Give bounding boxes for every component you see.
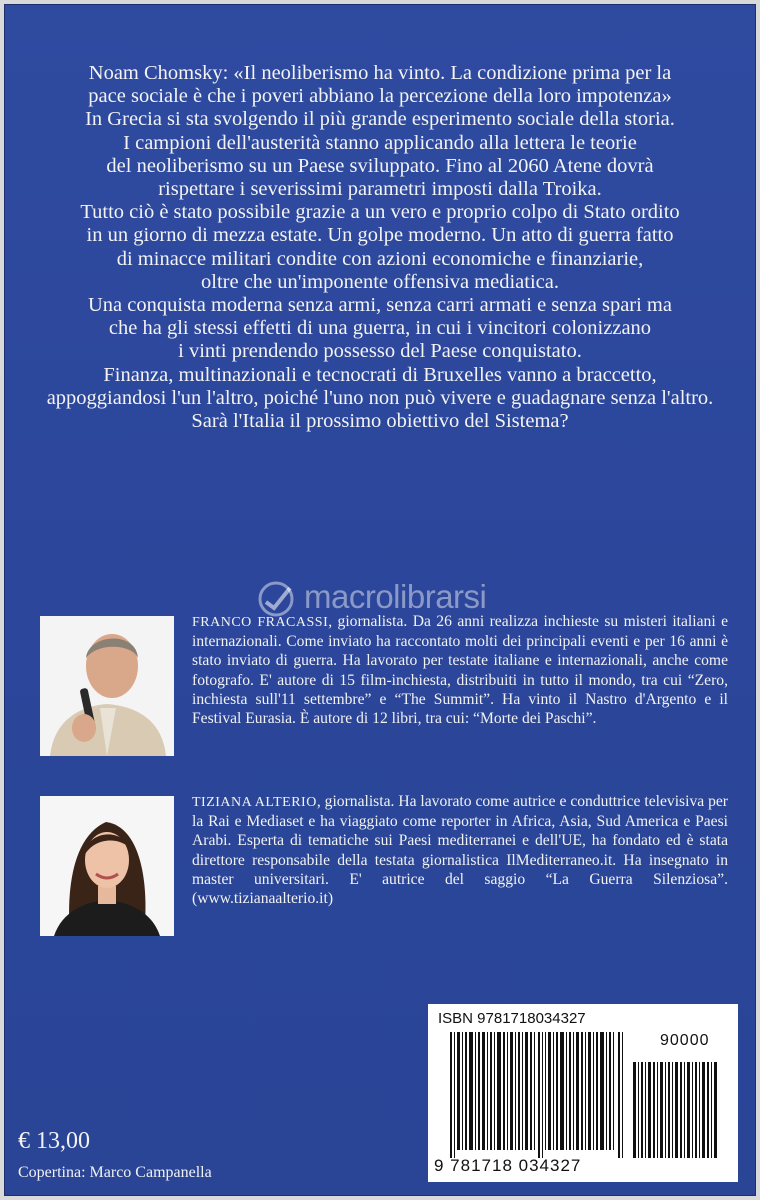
blurb-line: Noam Chomsky: «Il neoliberismo ha vinto. La condizione prima per la [88, 62, 672, 84]
blurb-line: Sarà l'Italia il prossimo obiettivo del Sistema? [191, 410, 569, 433]
author-portrait-icon [40, 616, 174, 756]
watermark-text: macrolibrarsi [304, 578, 487, 615]
blurb-line: che ha gli stessi effetti di una guerra, in cui i vincitori colonizzano [108, 317, 652, 340]
isbn-label: ISBN 9781718034327 [438, 1010, 586, 1027]
back-cover [4, 4, 756, 1196]
author-photo [40, 796, 174, 936]
blurb-line: Tutto ciò è stato possibile grazie a un vero e proprio colpo di Stato ordito [80, 201, 680, 224]
blurb-line: di minacce militari condite con azioni economiche e finanziarie, [116, 247, 644, 270]
author-name: TIZIANA ALTERIO [192, 795, 317, 810]
blurb-line: oltre che un'imponente offensiva mediatica. [201, 270, 559, 293]
blurb-line: rispettare i severissimi parametri imposti dalla Troika. [158, 178, 602, 201]
blurb-line: Una conquista moderna senza armi, senza carri armati e senza spari ma [88, 294, 672, 317]
author-bio [192, 612, 728, 728]
cover-credit: Copertina: Marco Campanella [18, 1164, 212, 1181]
blurb-line: del neoliberismo su un Paese sviluppato. Fino al 2060 Atene dovrà [106, 154, 654, 177]
blurb-line: appoggiandosi l'un l'altro, poiché l'uno non può vivere e guadagnare senza l'altro. [46, 386, 714, 409]
author-name: FRANCO FRACASSI [192, 615, 329, 630]
barcode-price-code: 90000 [660, 1032, 710, 1049]
blurb-line: pace sociale è che i poveri abbiano la percezione della loro impotenza» [88, 85, 672, 108]
price: € 13,00 [18, 1128, 90, 1154]
author-bio [192, 792, 728, 908]
author-bio-text: , giornalista. Da 26 anni realizza inchieste su misteri italiani e internazionali. Come inviato ha raccontato molti dei principali eventi e per 16 anni è stato inviato di guerra. Ha lavorato per testate italiane e internazionali, anche come fotografo. E' autore di 15 film-inchiesta, distribuiti in tutto il mondo, tra cui “Zero, inchiesta sull'11 settembre” e “The Summit”. Ha vinto il Nastro d'Argento e il Festival Eurasia. È autore di 12 libri, tra cui: “Morte dei Paschi”. [192, 613, 728, 728]
blurb-line: Finanza, multinazionali e tecnocrati di Bruxelles vanno a braccetto, [103, 363, 657, 386]
blurb-line: in un giorno di mezza estate. Un golpe moderno. Un atto di guerra fatto [86, 224, 674, 247]
author-portrait-icon [40, 796, 174, 936]
isbn-barcode [428, 1004, 738, 1182]
blurb [18, 62, 742, 433]
author-photo [40, 616, 174, 756]
blurb-line: In Grecia si sta svolgendo il più grande esperimento sociale della storia. [85, 108, 675, 131]
isbn-digits: 9 781718 034327 [434, 1156, 582, 1175]
blurb-line: i vinti prendendo possesso del Paese conquistato. [178, 340, 582, 363]
author-bio-text: , giornalista. Ha lavorato come autrice e conduttrice televisiva per la Rai e Mediaset e ha viaggiato come reporter in Africa, Asia, Sud America e Paesi Arabi. Esperta di tematiche sui Paesi mediterranei e dell'UE, ha fondato ed è stata direttore responsabile della testata giornalistica IlMediterraneo.it. Ha insegnato in master universitari. E' autrice del saggio “La Guerra Silenziosa”. (www.tizianaalterio.it) [192, 793, 728, 908]
blurb-line: I campioni dell'austerità stanno applicando alla lettera le teorie [123, 131, 637, 154]
